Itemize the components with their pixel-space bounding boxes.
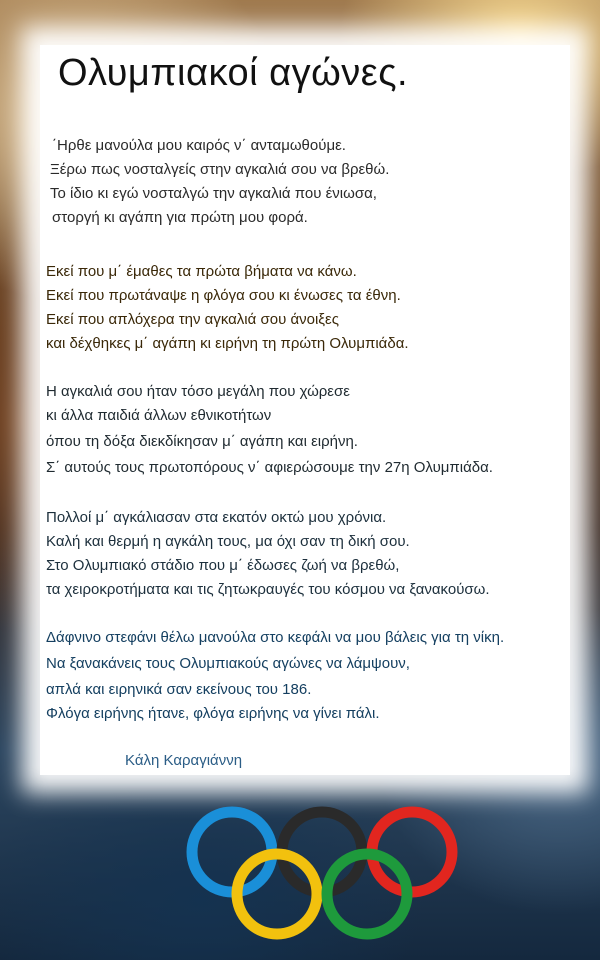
poem-line: στοργή κι αγάπη για πρώτη μου φορά. [52, 209, 308, 226]
poem-line: Να ξανακάνεις τους Ολυμπιακούς αγώνες να λάμψουν, [46, 655, 410, 672]
poem-line: Το ίδιο κι εγώ νοσταλγώ την αγκαλιά που ένιωσα, [50, 185, 377, 202]
poem-line: και δέχθηκες μ΄ αγάπη κι ειρήνη τη πρώτη Ολυμπιάδα. [46, 335, 409, 352]
poem-line: Η αγκαλιά σου ήταν τόσο μεγάλη που χώρεσε [46, 383, 350, 400]
poem-line: Καλή και θερμή η αγκάλη τους, μα όχι σαν τη δική σου. [46, 533, 410, 550]
poem-line: απλά και ειρηνικά σαν εκείνους του 186. [46, 681, 312, 698]
olympic-rings-icon [180, 800, 480, 950]
poem-line: ΄Ηρθε μανούλα μου καιρός ν΄ ανταμωθούμε. [52, 137, 346, 154]
poem-line: όπου τη δόξα διεκδίκησαν μ΄ αγάπη και ειρήνη. [46, 433, 358, 450]
poem-line: Εκεί που πρωτάναψε η φλόγα σου κι ένωσες τα έθνη. [46, 287, 401, 304]
poem-line: Στο Ολυμπιακό στάδιο που μ΄ έδωσες ζωή να βρεθώ, [46, 557, 400, 574]
poem-line: κι άλλα παιδιά άλλων εθνικοτήτων [46, 407, 272, 424]
poem-line: Εκεί που απλόχερα την αγκαλιά σου άνοιξες [46, 311, 339, 328]
poem-line: Εκεί που μ΄ έμαθες τα πρώτα βήματα να κάνω. [46, 263, 357, 280]
poem-line: τα χειροκροτήματα και τις ζητωκραυγές του κόσμου να ξανακούσω. [46, 581, 490, 598]
poem-line: Φλόγα ειρήνης ήτανε, φλόγα ειρήνης να γίνει πάλι. [46, 705, 380, 722]
poem-line: Ξέρω πως νοσταλγείς στην αγκαλιά σου να βρεθώ. [50, 161, 390, 178]
poem-signature: Κάλη Καραγιάννη [125, 752, 243, 769]
poem-title: Ολυμπιακοί αγώνες. [58, 52, 409, 94]
poem-line: Σ΄ αυτούς τους πρωτοπόρους ν΄ αφιερώσουμε την 27η Ολυμπιάδα. [46, 459, 493, 476]
poem-line: Πολλοί μ΄ αγκάλιασαν στα εκατόν οκτώ μου χρόνια. [46, 509, 387, 526]
poem-line: Δάφνινο στεφάνι θέλω μανούλα στο κεφάλι να μου βάλεις για τη νίκη. [46, 629, 505, 646]
